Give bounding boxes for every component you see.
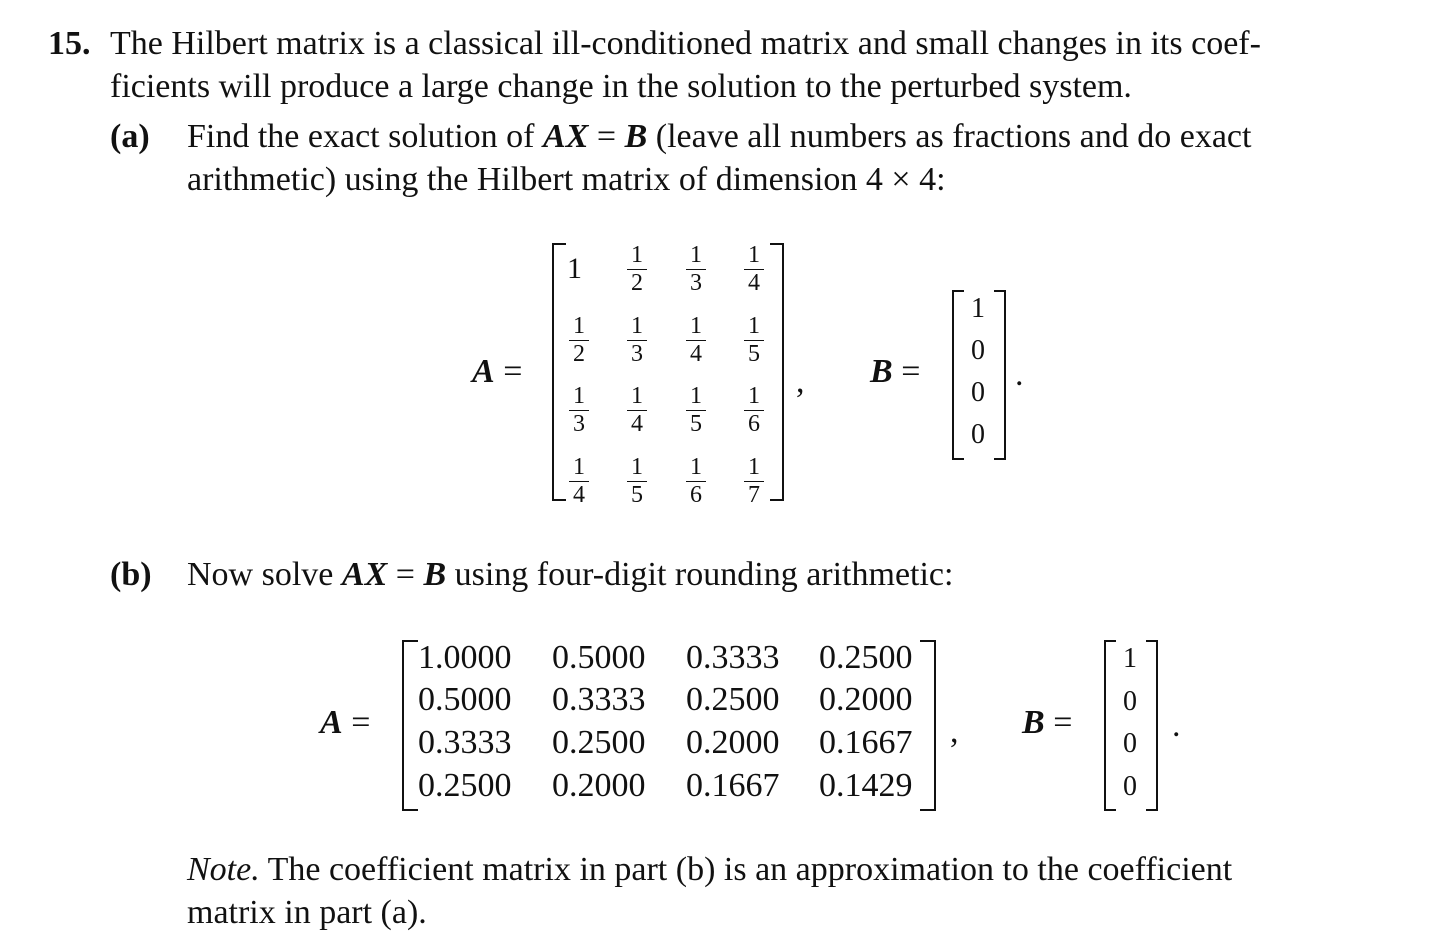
matrix-cell-r2-c3 <box>683 314 709 366</box>
matrix-cell-r2-c1: 0.5000 <box>418 681 512 718</box>
part-a-matrix-a-eq: = <box>503 353 523 390</box>
part-a-period: . <box>1015 356 1024 393</box>
vector-cell-r1: 1 <box>971 293 985 324</box>
part-b-matrix-a-equation <box>320 703 370 743</box>
fraction-denominator: 5 <box>690 411 702 437</box>
matrix-cell-r3-c3 <box>683 384 709 436</box>
matrix-cell-r1-c1: 1 <box>567 252 582 285</box>
part-a-line1-pre: Find the exact solution of <box>187 118 544 155</box>
matrix-cell-r3-c1 <box>566 384 592 436</box>
fraction-denominator: 6 <box>748 411 760 437</box>
part-b-matrix-a-eq: = <box>351 704 371 741</box>
fraction-numerator: 1 <box>690 383 702 409</box>
matrix-cell-r1-c4 <box>741 243 767 295</box>
part-a-matrix-a-label: A <box>472 353 495 390</box>
part-a-vector-b-equation <box>870 352 920 392</box>
matrix-cell-r4-c4 <box>741 455 767 507</box>
matrix-cell-r2-c2: 0.3333 <box>552 681 646 718</box>
part-b-vector-b-equation <box>1022 703 1072 743</box>
note-label: Note. <box>187 851 260 888</box>
part-a-eq: = <box>588 118 625 155</box>
part-b-line <box>187 555 953 595</box>
matrix-cell-r4-c3 <box>683 455 709 507</box>
fraction-denominator: 4 <box>631 411 643 437</box>
matrix-cell-r2-c2 <box>624 314 650 366</box>
matrix-cell-r3-c3: 0.2000 <box>686 724 780 761</box>
part-b-b: B <box>423 556 447 593</box>
vector-cell-r4: 0 <box>1123 771 1137 802</box>
part-a-vector-b-label: B <box>870 353 893 390</box>
fraction-numerator: 1 <box>573 313 585 339</box>
part-a-line1-post: (leave all numbers as fractions and do exact <box>647 118 1252 155</box>
part-a-b: B <box>624 118 648 155</box>
matrix-cell-r4-c4: 0.1429 <box>819 767 913 804</box>
fraction-denominator: 4 <box>748 270 760 296</box>
part-b-vector-b-eq: = <box>1053 704 1073 741</box>
fraction-denominator: 5 <box>748 341 760 367</box>
part-b-matrix-a-left-bracket <box>402 640 418 811</box>
matrix-cell-r1-c3 <box>683 243 709 295</box>
matrix-cell-r3-c2 <box>624 384 650 436</box>
fraction-numerator: 1 <box>631 313 643 339</box>
matrix-cell-r3-c2: 0.2500 <box>552 724 646 761</box>
fraction-numerator: 1 <box>748 383 760 409</box>
part-b-vector-b-right-bracket <box>1146 640 1158 811</box>
problem-intro-line1: The Hilbert matrix is a classical ill-conditioned matrix and small changes in its coef- <box>110 25 1261 62</box>
fraction-denominator: 4 <box>573 482 585 508</box>
fraction-numerator: 1 <box>573 383 585 409</box>
fraction-denominator: 7 <box>748 482 760 508</box>
part-a-line1 <box>187 117 1251 157</box>
part-b-label: (b) <box>110 556 152 593</box>
fraction-denominator: 3 <box>573 411 585 437</box>
vector-cell-r1: 1 <box>1123 643 1137 674</box>
fraction-numerator: 1 <box>690 313 702 339</box>
part-a-matrix-a-right-bracket <box>770 243 784 501</box>
part-b-ax: AX <box>341 556 388 593</box>
part-b-eq: = <box>387 556 424 593</box>
matrix-cell-r4-c1: 0.2500 <box>418 767 512 804</box>
vector-cell-r2: 0 <box>971 335 985 366</box>
part-b-comma: , <box>950 713 959 750</box>
fraction-numerator: 1 <box>748 454 760 480</box>
matrix-cell-r1-c2: 0.5000 <box>552 639 646 676</box>
fraction-numerator: 1 <box>631 242 643 268</box>
part-a-matrix-a-equation <box>472 352 522 392</box>
vector-cell-r3: 0 <box>971 377 985 408</box>
matrix-cell-r4-c1 <box>566 455 592 507</box>
matrix-cell-r3-c4 <box>741 384 767 436</box>
matrix-cell-r1-c3: 0.3333 <box>686 639 780 676</box>
matrix-cell-r2-c3: 0.2500 <box>686 681 780 718</box>
problem-number: 15. <box>48 25 91 62</box>
matrix-cell-r4-c3: 0.1667 <box>686 767 780 804</box>
problem-intro-line2: ficients will produce a large change in the solution to the perturbed system. <box>110 68 1132 105</box>
matrix-cell-r3-c4: 0.1667 <box>819 724 913 761</box>
note-line1 <box>187 850 1232 890</box>
part-b-vector-b-label: B <box>1022 704 1045 741</box>
matrix-cell-r1-c1: 1.0000 <box>418 639 512 676</box>
part-b-line-post: using four-digit rounding arithmetic: <box>446 556 954 593</box>
fraction-numerator: 1 <box>573 454 585 480</box>
vector-cell-r3: 0 <box>1123 728 1137 759</box>
fraction-denominator: 3 <box>690 270 702 296</box>
fraction-numerator: 1 <box>748 313 760 339</box>
matrix-cell-r1-c2 <box>624 243 650 295</box>
matrix-cell-r2-c4 <box>741 314 767 366</box>
part-a-vector-b-right-bracket <box>994 290 1006 460</box>
fraction-numerator: 1 <box>631 383 643 409</box>
fraction-numerator: 1 <box>690 454 702 480</box>
part-a-vector-b-eq: = <box>901 353 921 390</box>
part-b-matrix-a-label: A <box>320 704 343 741</box>
fraction-denominator: 2 <box>631 270 643 296</box>
fraction-numerator: 1 <box>631 454 643 480</box>
part-a-ax: AX <box>543 118 589 155</box>
part-b-matrix-a-right-bracket <box>920 640 936 811</box>
matrix-cell-r2-c4: 0.2000 <box>819 681 913 718</box>
fraction-numerator: 1 <box>748 242 760 268</box>
part-a-label: (a) <box>110 118 150 155</box>
fraction-denominator: 4 <box>690 341 702 367</box>
vector-cell-r2: 0 <box>1123 686 1137 717</box>
fraction-numerator: 1 <box>690 242 702 268</box>
part-b-line-pre: Now solve <box>187 556 342 593</box>
part-a-matrix-a-left-bracket <box>552 243 566 501</box>
fraction-denominator: 6 <box>690 482 702 508</box>
fraction-denominator: 5 <box>631 482 643 508</box>
matrix-cell-r3-c1: 0.3333 <box>418 724 512 761</box>
matrix-cell-r4-c2: 0.2000 <box>552 767 646 804</box>
note-line1-text: The coefficient matrix in part (b) is an approximation to the coefficient <box>259 851 1233 888</box>
matrix-cell-r2-c1 <box>566 314 592 366</box>
fraction-denominator: 3 <box>631 341 643 367</box>
vector-cell-r4: 0 <box>971 419 985 450</box>
part-b-period: . <box>1172 707 1181 744</box>
fraction-denominator: 2 <box>573 341 585 367</box>
part-a-line2: arithmetic) using the Hilbert matrix of dimension 4 × 4: <box>187 161 946 198</box>
note-line2: matrix in part (a). <box>187 894 427 931</box>
matrix-cell-r4-c2 <box>624 455 650 507</box>
matrix-cell-r1-c4: 0.2500 <box>819 639 913 676</box>
part-a-comma: , <box>796 363 805 400</box>
